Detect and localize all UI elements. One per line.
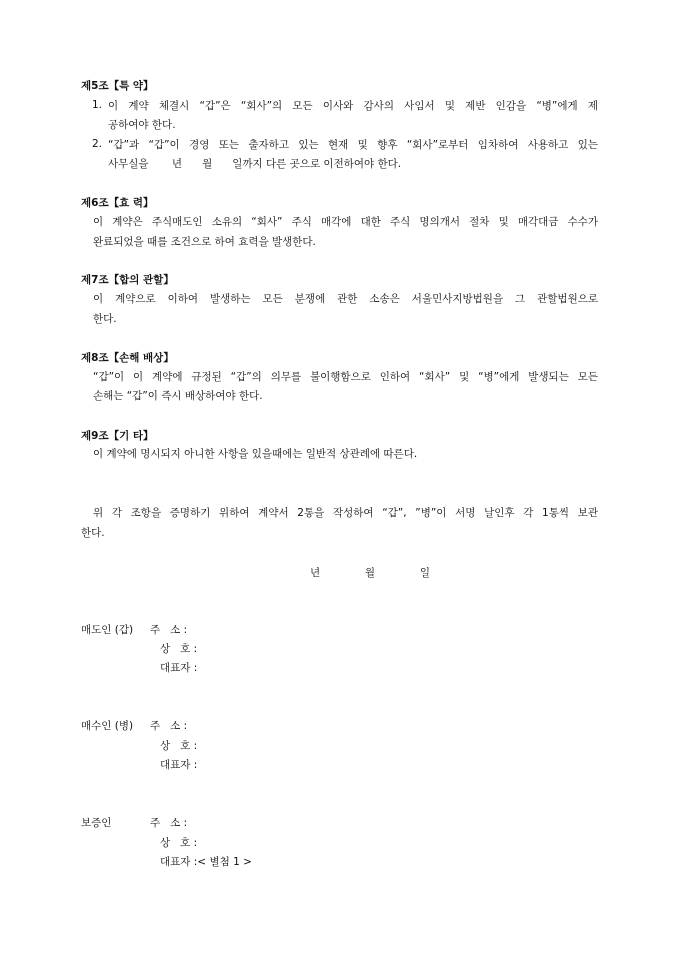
seller-address: 주 소 : [150, 624, 188, 636]
article-5-item-1-number: 1. [92, 99, 103, 111]
article-8-line-2: 손해는 “갑”이 즉시 배상하여야 한다. [93, 390, 263, 402]
seller-label: 매도인 (갑) [81, 624, 134, 636]
buyer-address: 주 소 : [150, 720, 188, 732]
buyer-label: 매수인 (병) [81, 720, 134, 732]
guarantor-company: 상 호 : [160, 837, 198, 849]
article-9-line-1: 이 계약에 명시되지 아니한 사항을 있을때에는 일반적 상관례에 따른다. [93, 448, 418, 460]
article-8-title: 제8조【손해 배상】 [81, 352, 174, 364]
closing-line-2: 한다. [81, 527, 105, 539]
article-5-item-2-number: 2. [92, 138, 103, 150]
seller-representative: 대표자 : [160, 662, 198, 674]
article-7-line-2: 한다. [93, 313, 117, 325]
guarantor-label: 보증인 [81, 817, 112, 829]
article-5-item-1-line-1: 이 계약 체결시 “갑”은 “회사”의 모든 이사와 감사의 사임서 및 제반 인감을 “병”에게 제 [108, 100, 598, 112]
date-day: 일 [419, 567, 430, 579]
signing-date [310, 565, 430, 580]
buyer-company: 상 호 : [160, 740, 198, 752]
article-6-line-2: 완료되었을 때를 조건으로 하여 효력을 발생한다. [93, 236, 316, 248]
article-9-title: 제9조【기 타】 [81, 430, 154, 442]
seller-company: 상 호 : [160, 643, 198, 655]
article-6-line-1: 이 계약은 주식매도인 소유의 “회사” 주식 매각에 대한 주식 명의개서 절차 및 매각대금 수수가 [93, 216, 598, 228]
date-month: 월 [364, 567, 376, 579]
article-6-title: 제6조【효 력】 [81, 197, 154, 209]
buyer-representative: 대표자 : [160, 759, 198, 771]
article-7-title: 제7조【합의 관할】 [81, 274, 174, 286]
article-8-line-1: “갑”이 이 계약에 규정된 “갑”의 의무를 불이행함으로 인하여 “회사” 및 “병”에게 발생되는 모든 [93, 371, 598, 383]
article-7-line-1: 이 계약으로 이하여 발생하는 모든 분쟁에 관한 소송은 서울민사지방법원을 그 관할법원으로 [93, 293, 598, 305]
closing-line-1: 위 각 조항을 증명하기 위하여 계약서 2통을 작성하여 “갑”, ”병”이 서명 날인후 각 1통씩 보관 [93, 507, 598, 519]
article-5-item-2-line-2: 사무실을 년 월 일까지 다른 곳으로 이전하여야 한다. [108, 158, 402, 170]
date-year: 년 [310, 567, 321, 579]
article-5-item-1-line-2: 공하여야 한다. [108, 119, 176, 131]
article-5-item-2-line-1: “갑”과 “갑”이 경영 또는 출자하고 있는 현재 및 향후 “회사”로부터 임차하여 사용하고 있는 [108, 139, 598, 151]
guarantor-address: 주 소 : [150, 817, 188, 829]
guarantor-representative: 대표자 :< 별첨 1 > [160, 856, 252, 868]
article-5-title: 제5조【특 약】 [81, 80, 154, 92]
